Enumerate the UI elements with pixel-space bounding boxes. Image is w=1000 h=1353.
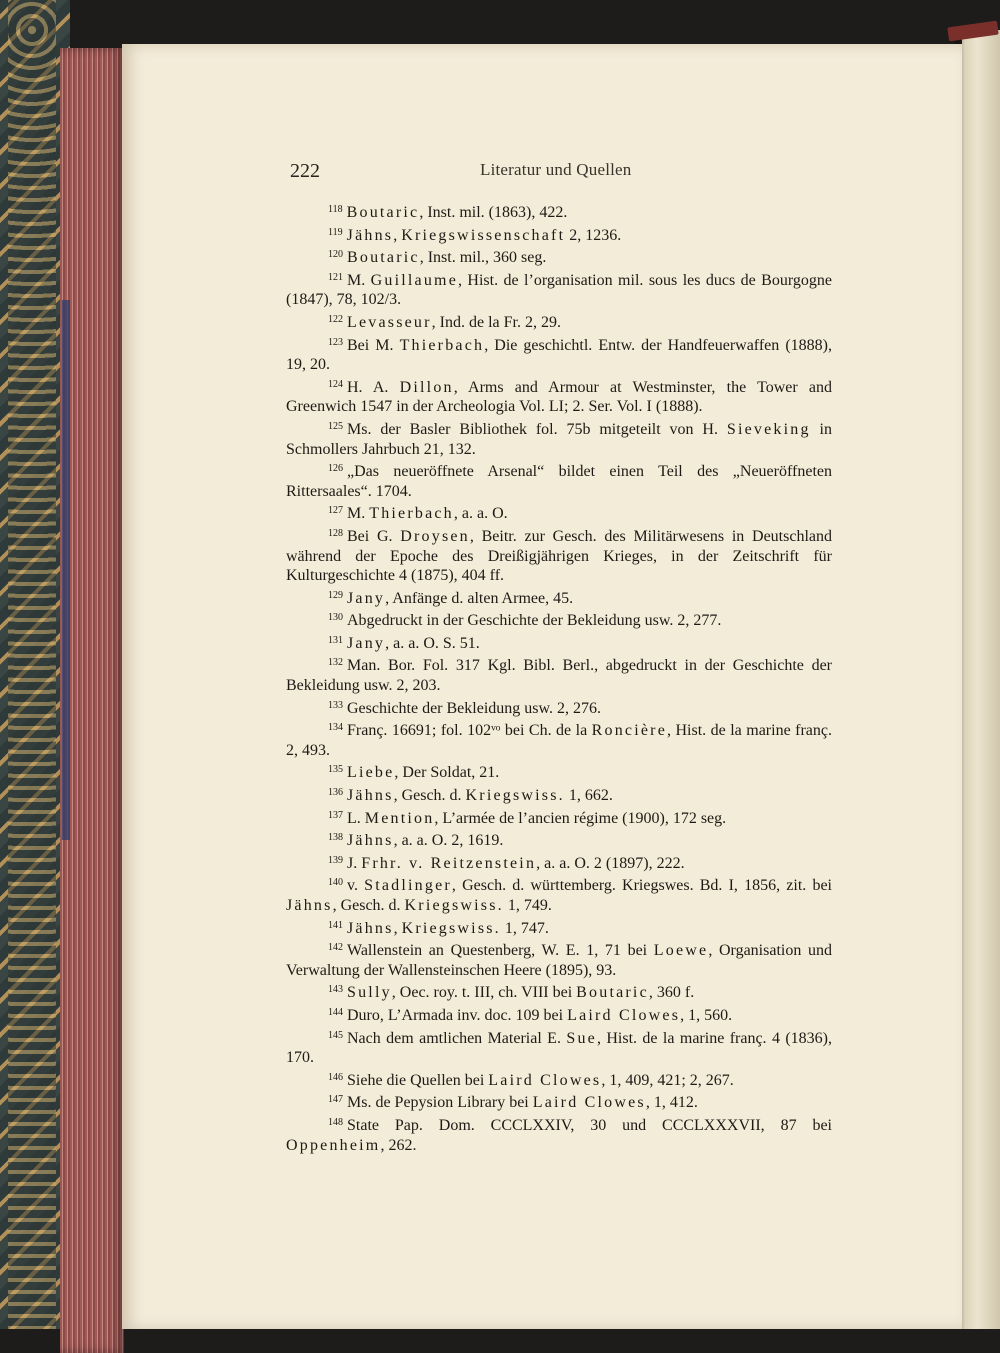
footnote-number: 120 — [328, 249, 343, 261]
footnote-text: „Das neueröffnete Arsenal“ bildet einen Teil des „Neueröffneten Rittersaales“. 1704. — [286, 463, 832, 500]
spaced-name: Boutaric — [346, 204, 420, 221]
footnote-number: 148 — [328, 1116, 343, 1128]
footnote — [286, 524, 832, 586]
footnote-number: 137 — [328, 809, 343, 821]
spaced-name: Jähns — [286, 897, 333, 914]
spaced-name: Guillaume — [370, 271, 458, 289]
footnote-number: 129 — [328, 589, 343, 601]
footnote-number: 128 — [328, 527, 343, 539]
footnote-number: 145 — [328, 1029, 343, 1041]
footnote-text: Wallenstein an Questenberg, W. E. 1, 71 bei — [347, 942, 654, 960]
spaced-name: Jähns — [347, 787, 394, 805]
footnote-text: , Gesch. d. — [332, 897, 405, 914]
spaced-name: Jähns — [347, 832, 394, 850]
spaced-name: Sully — [347, 984, 392, 1002]
footnote-text: , a. a. O. S. 51. — [385, 634, 480, 652]
footnote-number: 140 — [328, 877, 343, 889]
footnote — [286, 916, 832, 939]
footnote-text: Ms. der Basler Bibliothek fol. 75b mitgeteilt von H. — [347, 420, 727, 438]
next-page-edge — [962, 30, 1000, 1329]
footnote — [286, 1026, 832, 1068]
spaced-name: Jany — [347, 634, 386, 652]
spaced-name: Kriegswissenschaft — [401, 226, 566, 244]
footnote-number: 119 — [328, 226, 343, 238]
spaced-name: Kriegswiss. — [465, 787, 565, 805]
footnote-text: , a. a. O. — [453, 505, 508, 523]
footnote-number: 131 — [328, 634, 343, 646]
footnote — [286, 1068, 832, 1091]
footnote-text: , Der Soldat, 21. — [394, 764, 500, 782]
spaced-name: Jany — [347, 589, 386, 607]
footnote-text: , Inst. mil. (1863), 422. — [419, 204, 568, 221]
footnote-text: Geschichte der Bekleidung usw. 2, 276. — [347, 699, 602, 717]
footnote-number: 121 — [328, 271, 343, 283]
footnote — [286, 1003, 832, 1026]
footnote-number: 139 — [328, 854, 343, 866]
footnote — [286, 223, 832, 246]
footnote — [286, 718, 832, 760]
spaced-name: Stadlinger — [364, 877, 452, 895]
spaced-name: Laird Clowes — [488, 1071, 602, 1089]
footnote — [286, 980, 832, 1003]
footnote-text: , Gesch. d. — [393, 787, 466, 805]
spaced-name: Dillon — [399, 378, 454, 396]
footnote-number: 144 — [328, 1006, 343, 1018]
footnote-text: , 360 f. — [648, 984, 695, 1002]
footnote — [286, 459, 832, 501]
spaced-name: Thierbach — [369, 505, 454, 523]
footnote-text: H. A. — [347, 378, 400, 396]
spaced-name: Levasseur — [347, 313, 432, 331]
spaced-name: Boutaric — [347, 249, 420, 267]
footnote — [286, 333, 832, 375]
spaced-name: Loewe — [653, 942, 709, 960]
footnote-text: , Arms and Armour at Westminster, the Tower and Greenwich 1547 in der Archeologia Vol. LI; 2. Ser. Vol. I (1888). — [286, 378, 833, 416]
running-head: Literatur und Quellen — [480, 160, 632, 179]
footnote — [286, 696, 832, 719]
footnote — [286, 417, 832, 459]
footnote-text: L. — [347, 809, 365, 827]
spaced-name: Oppenheim — [286, 1136, 381, 1154]
footnote — [286, 631, 832, 654]
footnote-text: , Hist. de l’organisation mil. sous les ducs de Bourgogne (1847), 78, 102/3. — [286, 271, 832, 309]
spaced-name: Droysen — [400, 527, 470, 545]
footnote-number: 118 — [328, 204, 343, 215]
footnote-text: , Gesch. d. württemberg. Kriegswes. Bd. I, 1856, zit. bei — [451, 877, 832, 895]
footnote-text: , 1, 560. — [680, 1006, 733, 1024]
footnote-text: M. — [347, 505, 370, 523]
footnote — [286, 1090, 832, 1113]
footnote — [286, 653, 832, 695]
footnote — [286, 938, 832, 980]
footnote-text: , — [393, 919, 402, 937]
footnote-number: 124 — [328, 378, 343, 390]
footnote — [286, 1113, 832, 1155]
footnote — [286, 760, 832, 783]
footnote — [286, 310, 832, 333]
footnote-text: v. — [347, 877, 365, 895]
spaced-name: Kriegswiss. — [401, 919, 501, 937]
spaced-name: Laird Clowes — [567, 1006, 681, 1024]
footnote-text: , Hist. de la marine franç. 4 (1836), 170. — [286, 1029, 833, 1067]
footnote-number: 126 — [328, 463, 343, 475]
spaced-name: Mention — [364, 809, 435, 827]
cover-ornament — [8, 0, 56, 1329]
footnote-number: 122 — [328, 313, 343, 325]
spaced-name: Roncière — [591, 722, 668, 740]
footnote — [286, 851, 832, 874]
spaced-name: Boutaric — [576, 984, 649, 1002]
spaced-name: Jähns — [346, 226, 394, 244]
footnote-number: 127 — [328, 505, 343, 517]
footnote — [286, 828, 832, 851]
footnote — [286, 268, 832, 310]
footnote-text: Duro, L’Armada inv. doc. 109 bei — [347, 1006, 568, 1024]
footnote-text: M. — [347, 271, 371, 289]
footnote-text: , L’armée de l’ancien régime (1900), 172 seg. — [434, 809, 727, 827]
footnote-number: 132 — [328, 657, 343, 669]
edge-stain — [62, 300, 70, 840]
footnote-text: Ms. de Pepysion Library bei — [347, 1094, 533, 1112]
footnote-number: 142 — [328, 942, 343, 954]
footnote-number: 135 — [328, 764, 343, 776]
spaced-name: Sieveking — [726, 420, 811, 438]
spaced-name: Laird Clowes — [532, 1094, 646, 1112]
footnote-text: Bei M. — [347, 336, 400, 354]
footnote-text: in Schmollers Jahrbuch 21, 132. — [286, 420, 832, 458]
spaced-name: Liebe — [347, 764, 395, 782]
footnote — [286, 200, 832, 223]
footnote-text: Man. Bor. Fol. 317 Kgl. Bibl. Berl., abgedruckt in der Geschichte der Bekleidung usw. 2, 203. — [286, 657, 832, 695]
footnote-text: , Inst. mil., 360 seg. — [419, 249, 547, 267]
footnote-text: , Ind. de la Fr. 2, 29. — [431, 313, 561, 331]
spaced-name: Thierbach — [399, 336, 485, 354]
footnote-text: , Beitr. zur Gesch. des Militärwesens in Deutschland während der Epoche des Dreißigjährigen Krieges, in der Zeitschrift für Kulturgeschichte 4 (1875), 404 ff. — [286, 527, 833, 585]
page-number: 222 — [290, 160, 320, 182]
footnote — [286, 375, 832, 417]
footnote-text: , Anfänge d. alten Armee, 45. — [385, 589, 574, 607]
footnote-number: 141 — [328, 919, 343, 931]
footnote-text: 2, 1236. — [565, 226, 622, 244]
spaced-name: Kriegswiss. — [404, 897, 504, 914]
footnote-number: 133 — [328, 699, 343, 711]
footnote — [286, 586, 832, 609]
footnote-text: Abgedruckt in der Geschichte der Bekleidung usw. 2, 277. — [347, 612, 722, 630]
footnote-number: 147 — [328, 1094, 343, 1106]
footnote-text: , Die geschichtl. Entw. der Handfeuerwaffen (1888), 19, 20. — [286, 336, 832, 374]
footnote-text: 1, 662. — [564, 787, 613, 805]
spaced-name: Frhr. v. Reitzenstein — [361, 854, 537, 872]
footnote-number: 143 — [328, 984, 343, 996]
footnote-number: 134 — [328, 722, 343, 734]
footnote — [286, 245, 832, 268]
footnote-text: Siehe die Quellen bei — [347, 1071, 489, 1089]
footnote-text: , Oec. roy. t. III, ch. VIII bei — [391, 984, 577, 1002]
footnote-list — [286, 200, 832, 1155]
footnote-text: Bei G. — [347, 527, 401, 545]
spaced-name: Sue — [566, 1029, 597, 1047]
footnote-text: , — [393, 226, 402, 244]
footnote-number: 125 — [328, 420, 343, 432]
footnote — [286, 608, 832, 631]
spaced-name: Jähns — [347, 919, 394, 937]
footnote-text: J. — [347, 854, 362, 872]
footnote-text: Franç. 16691; fol. 102ᵛᵒ bei Ch. de la — [347, 722, 592, 740]
footnote-text: State Pap. Dom. CCCLXXIV, 30 und CCCLXXXVII, 87 bei — [347, 1116, 832, 1134]
footnote — [286, 501, 832, 524]
footnote-number: 136 — [328, 787, 343, 799]
footnote-text: , 1, 412. — [645, 1094, 698, 1112]
page-header — [290, 160, 836, 186]
footnote-number: 130 — [328, 612, 343, 624]
footnote-text: , a. a. O. 2, 1619. — [393, 832, 504, 850]
footnote — [286, 806, 832, 829]
footnote-number: 138 — [328, 832, 343, 844]
footnote-number: 146 — [328, 1071, 343, 1083]
footnote — [286, 783, 832, 806]
footnote — [286, 873, 832, 915]
footnote-text: , 1, 409, 421; 2, 267. — [601, 1071, 734, 1089]
footnote-text: , 262. — [380, 1136, 417, 1154]
footnote-text: Nach dem amtlichen Material E. — [347, 1029, 567, 1047]
footnote-text: , Organisation und Verwaltung der Wallensteinschen Heere (1895), 93. — [286, 942, 832, 979]
footnote-number: 123 — [328, 336, 343, 348]
footnote-text: , Hist. de la marine franç. 2, 493. — [286, 722, 833, 759]
footnote-text: 1, 749. — [503, 897, 552, 914]
footnote-text: 1, 747. — [500, 919, 549, 937]
footnote-text: , a. a. O. 2 (1897), 222. — [536, 854, 685, 872]
